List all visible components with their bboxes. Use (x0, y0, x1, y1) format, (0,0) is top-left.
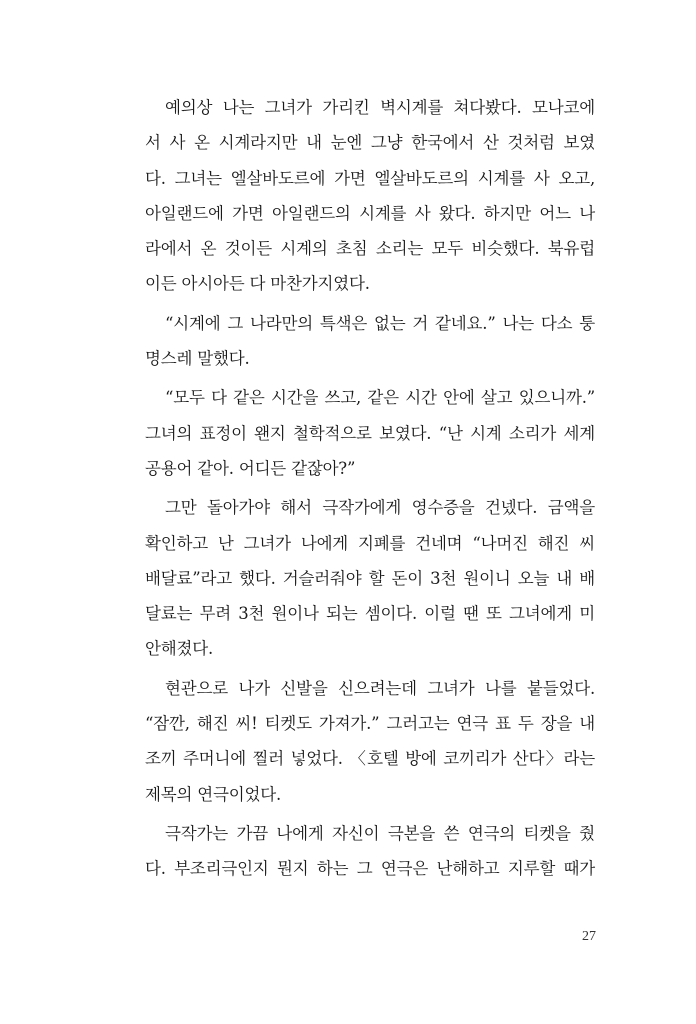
paragraph-5 (145, 671, 595, 812)
paragraph-1 (145, 90, 595, 302)
text-line: 확인하고 난 그녀가 나에게 지폐를 건네며 “나머진 해진 씨 (145, 533, 595, 553)
text-line: 그만 돌아가야 해서 극작가에게 영수증을 건넸다. 금액을 (165, 498, 595, 518)
text-line: “잠깐, 해진 씨! 티켓도 가져가.” 그러고는 연극 표 두 장을 내 (145, 714, 595, 734)
text-line: 라에서 온 것이든 시계의 초침 소리는 모두 비슷했다. 북유럽 (145, 239, 595, 259)
text-line: 다. 그녀는 엘살바도르에 가면 엘살바도르의 시계를 사 오고, (145, 168, 595, 188)
text-line: 현관으로 나가 신발을 신으려는데 그녀가 나를 붙들었다. (165, 678, 595, 698)
text-line: 아일랜드에 가면 아일랜드의 시계를 사 왔다. 하지만 어느 나 (145, 203, 595, 223)
page-body (145, 90, 595, 891)
page-number: 27 (582, 929, 596, 944)
text-line: 예의상 나는 그녀가 가리킨 벽시계를 쳐다봤다. 모나코에 (165, 98, 595, 117)
text-line: 그녀의 표정이 왠지 철학적으로 보였다. “난 시계 소리가 세계 (145, 423, 595, 443)
paragraph-6 (145, 816, 595, 887)
paragraph-2 (145, 306, 595, 377)
text-line: 서 사 온 시계라지만 내 눈엔 그냥 한국에서 산 것처럼 보였 (145, 133, 595, 153)
text-line: 달료는 무려 3천 원이나 되는 셈이다. 이럴 땐 또 그녀에게 미 (145, 604, 595, 624)
text-line: 조끼 주머니에 찔러 넣었다. 〈호텔 방에 코끼리가 산다〉라는 (145, 749, 595, 769)
text-line: 극작가는 가끔 나에게 자신이 극본을 쓴 연극의 티켓을 줬 (165, 823, 595, 843)
text-line: 명스레 말했다. (145, 349, 250, 369)
text-line: “시계에 그 나라만의 특색은 없는 거 같네요.” 나는 다소 퉁 (165, 313, 595, 333)
text-line: 제목의 연극이었다. (145, 784, 282, 804)
text-line: 공용어 같아. 어디든 같잖아?” (145, 458, 356, 478)
text-line: “모두 다 같은 시간을 쓰고, 같은 시간 안에 살고 있으니까.” (165, 388, 595, 408)
text-line: 안해졌다. (145, 639, 214, 659)
text-line: 배달료”라고 했다. 거슬러줘야 할 돈이 3천 원이니 오늘 내 배 (145, 568, 595, 588)
paragraph-4 (145, 490, 595, 666)
text-line: 이든 아시아든 다 마찬가지였다. (145, 274, 370, 294)
paragraph-3 (145, 380, 595, 486)
text-line: 다. 부조리극인지 뭔지 하는 그 연극은 난해하고 지루할 때가 (145, 859, 595, 879)
